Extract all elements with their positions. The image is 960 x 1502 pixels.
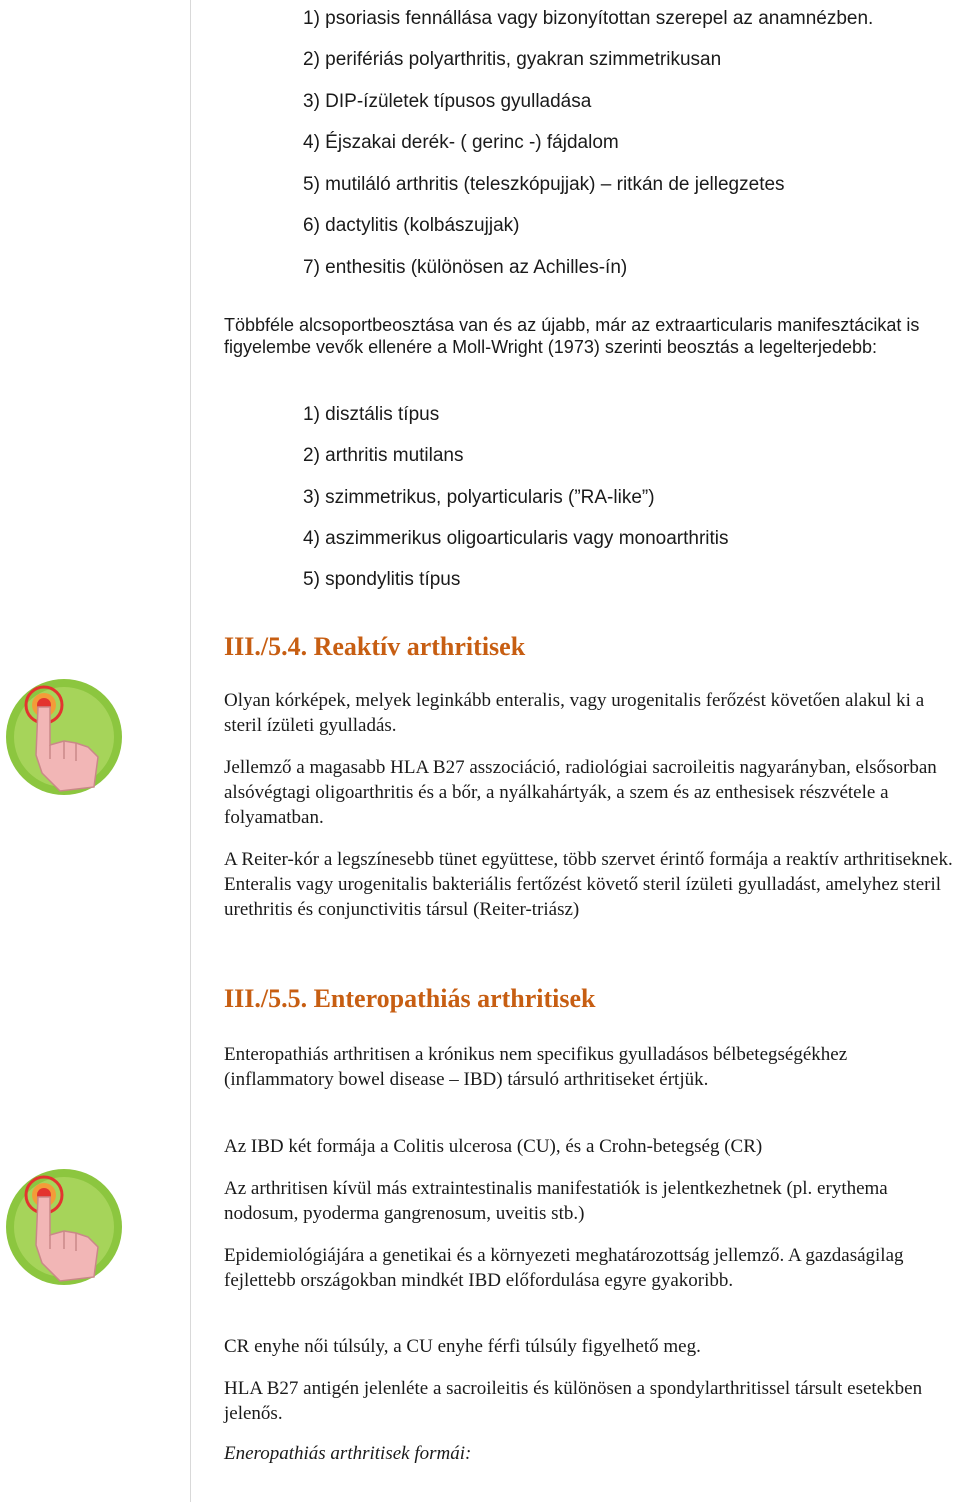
list1-item: 5) mutiláló arthritis (teleszkópujjak) – ritkán de jellegzetes xyxy=(303,174,785,195)
list1-item: 6) dactylitis (kolbászujjak) xyxy=(303,215,520,236)
list2-item: 5) spondylitis típus xyxy=(303,569,461,590)
reactive-paragraph: Jellemző a magasabb HLA B27 asszociáció, radiológiai sacroileitis nagyarányban, elsősorban alsóvégtagi oligoarthritis és a bőr, a nyálkahártyák, a szem és az enthesisek részvétele a folyamatban. xyxy=(224,757,937,828)
list2-item: 4) aszimmerikus oligoarticularis vagy monoarthritis xyxy=(303,528,729,549)
enteropathic-paragraph: Az IBD két formája a Colitis ulcerosa (CU), és a Crohn-betegség (CR) xyxy=(224,1136,763,1157)
enteropathic-paragraph: Enteropathiás arthritisen a krónikus nem specifikus gyulladásos bélbetegségékhez (inflammatory bowel disease – IBD) társuló arthritiseket értjük. xyxy=(224,1044,848,1090)
list1-item: 4) Éjszakai derék- ( gerinc -) fájdalom xyxy=(303,132,619,153)
enteropathic-forms-label: Eneropathiás arthritisek formái: xyxy=(224,1443,472,1464)
reactive-paragraph: Olyan kórképek, melyek leginkább enteralis, vagy urogenitalis ferőzést követően alakul ki a steril ízületi gyulladás. xyxy=(224,690,925,736)
list1-item: 7) enthesitis (különösen az Achilles-ín) xyxy=(303,257,628,278)
list1-item: 1) psoriasis fennállása vagy bizonyítottan szerepel az anamnézben. xyxy=(303,8,874,29)
touch-hand-icon xyxy=(2,1165,126,1289)
list2-item: 3) szimmetrikus, polyarticularis (”RA-like”) xyxy=(303,487,655,508)
margin-rule xyxy=(190,0,191,1502)
enteropathic-paragraph: CR enyhe női túlsúly, a CU enyhe férfi túlsúly figyelhető meg. xyxy=(224,1336,701,1357)
list1-item: 3) DIP-ízületek típusos gyulladása xyxy=(303,91,592,112)
reactive-paragraph: A Reiter-kór a legszínesebb tünet együttese, több szervet érintő formája a reaktív arthritiseknek. Enteralis vagy urogenitalis bakteriális fertőzést követő steril ízületi gyulladást, amelyhez steril urethritis és conjunctivitis társul (Reiter-triász) xyxy=(224,849,953,920)
enteropathic-paragraph: Epidemiológiájára a genetikai és a környezeti meghatározottság jellemző. A gazdaságilag fejlettebb országokban mindkét IBD előfordulása egyre gyakoribb. xyxy=(224,1245,904,1291)
section-heading-reactive: III./5.4. Reaktív arthritisek xyxy=(224,632,526,661)
enteropathic-paragraph: HLA B27 antigén jelenléte a sacroileitis és különösen a spondylarthritissel társult esetekben jelenős. xyxy=(224,1378,923,1424)
list2-item: 1) disztális típus xyxy=(303,404,440,425)
intro-paragraph: Többféle alcsoportbeosztása van és az újabb, már az extraarticularis manifesztácikat is figyelembe vevők ellenére a Moll-Wright (1973) szerinti beosztás a legelterjedebb: xyxy=(224,315,920,357)
enteropathic-paragraph: Az arthritisen kívül más extraintestinalis manifestatiók is jelentkezhetnek (pl. erythema nodosum, pyoderma gangrenosum, uveitis stb.) xyxy=(224,1178,888,1224)
touch-hand-icon xyxy=(2,675,126,799)
list1-item: 2) perifériás polyarthritis, gyakran szimmetrikusan xyxy=(303,49,722,70)
list2-item: 2) arthritis mutilans xyxy=(303,445,464,466)
section-heading-enteropathic: III./5.5. Enteropathiás arthritisek xyxy=(224,984,596,1013)
